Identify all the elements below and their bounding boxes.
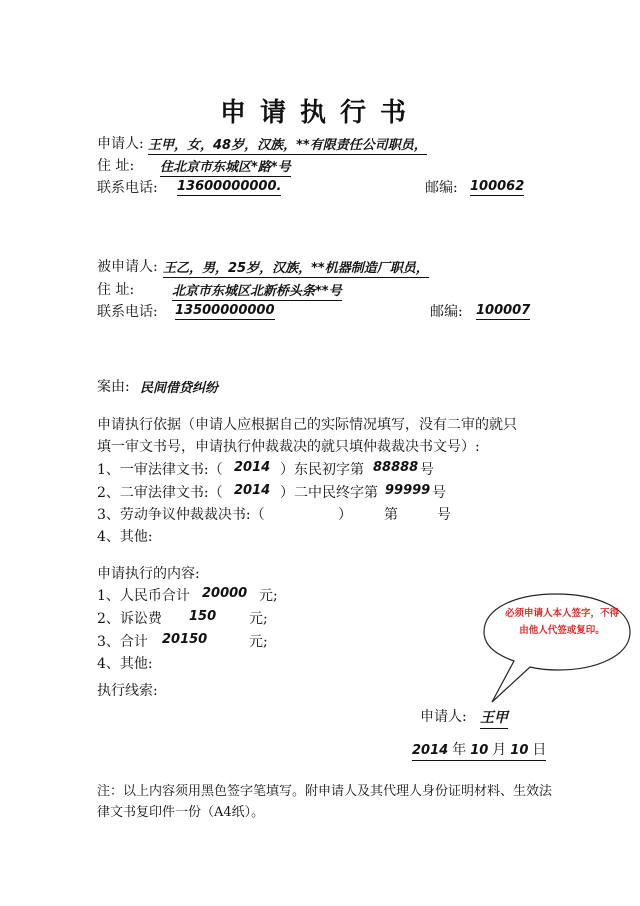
basis-intro-line2: 填一审文书号，申请执行仲裁裁决的就只填仲裁裁决书文号）:: [97, 439, 480, 455]
footnote-line1: 注：以上内容须用黑色签字笔填写。附申请人及其代理人身份证明材料、生效法: [97, 784, 553, 799]
date-year: 2014: [412, 743, 449, 758]
applicant-phone-value: 13600000000.: [177, 179, 282, 194]
applicant-address-value: 住北京市东城区*路*号: [160, 156, 291, 177]
basis-item1-mid: ）东民初字第: [280, 462, 364, 478]
content-item1-value: 20000: [202, 586, 248, 601]
case-label: 案由:: [97, 379, 130, 395]
applicant-label: 申请人:: [97, 136, 144, 152]
basis-intro-line1: 申请执行依据（申请人应根据自己的实际情况填写，没有二审的就只: [97, 417, 517, 433]
signature-label: 申请人:: [420, 709, 467, 725]
basis-item1-year: 2014: [234, 460, 271, 475]
date-year-char: 年: [452, 742, 467, 758]
basis-item1-suffix: 号: [420, 462, 434, 478]
respondent-label: 被申请人:: [97, 259, 158, 275]
basis-item2-year: 2014: [234, 483, 271, 498]
applicant-zip-value: 100062: [470, 179, 525, 194]
basis-item2-no: 99999: [385, 483, 431, 498]
bubble-note: 必须申请人本人签字，不得由他人代签或复印。: [504, 608, 619, 636]
content-item3-unit: 元;: [249, 634, 268, 650]
respondent-address-label: 住 址:: [97, 282, 135, 298]
content-label: 申请执行的内容:: [97, 566, 200, 582]
case-value: 民间借贷纠纷: [140, 381, 219, 396]
content-item3-value: 20150: [162, 632, 208, 647]
basis-item2-prefix: 2、二审法律文书:（: [97, 485, 223, 501]
signature-name: 王甲: [480, 707, 508, 729]
basis-item3-di: 第: [384, 507, 398, 523]
basis-item4: 4、其他:: [97, 529, 153, 545]
applicant-phone-label: 联系电话:: [97, 180, 158, 196]
date-day: 10: [510, 743, 529, 758]
basis-item3-prefix: 3、劳动争议仲裁裁决书:（: [97, 507, 265, 523]
clue-label: 执行线索:: [97, 683, 158, 699]
applicant-value: 王甲，女，48岁，汉族，**有限责任公司职员，: [148, 134, 427, 155]
content-item1-unit: 元;: [259, 588, 278, 604]
content-item2-unit: 元;: [249, 611, 268, 627]
date-line: [412, 739, 546, 761]
respondent-address-value: 北京市东城区北新桥头条**号: [172, 280, 342, 301]
basis-item1-no: 88888: [373, 460, 419, 475]
respondent-zip-value: 100007: [476, 303, 531, 318]
respondent-value: 王乙，男，25岁，汉族，**机器制造厂职员，: [163, 257, 429, 278]
content-item2-prefix: 2、诉讼费: [97, 611, 162, 627]
date-month-char: 月: [492, 742, 507, 758]
basis-item3-close: ）: [338, 507, 352, 523]
respondent-zip-label: 邮编:: [430, 304, 463, 320]
basis-item2-mid: ）二中民终字第: [280, 485, 378, 501]
content-item3-prefix: 3、合计: [97, 634, 148, 650]
content-item1-prefix: 1、人民币合计: [97, 588, 190, 604]
applicant-zip-label: 邮编:: [425, 180, 458, 196]
basis-item1-prefix: 1、一审法律文书:（: [97, 462, 223, 478]
basis-item3-hao: 号: [437, 507, 451, 523]
page-title: 申请执行书: [219, 98, 420, 128]
content-item4: 4、其他:: [97, 656, 153, 672]
date-month: 10: [470, 743, 489, 758]
footnote-line2: 律文书复印件一份（A4纸）。: [97, 805, 265, 820]
date-day-char: 日: [532, 742, 547, 758]
respondent-phone-value: 13500000000: [175, 303, 275, 318]
respondent-phone-label: 联系电话:: [97, 304, 158, 320]
content-item2-value: 150: [189, 609, 217, 624]
basis-item2-suffix: 号: [432, 485, 446, 501]
applicant-address-label: 住 址:: [97, 158, 135, 174]
